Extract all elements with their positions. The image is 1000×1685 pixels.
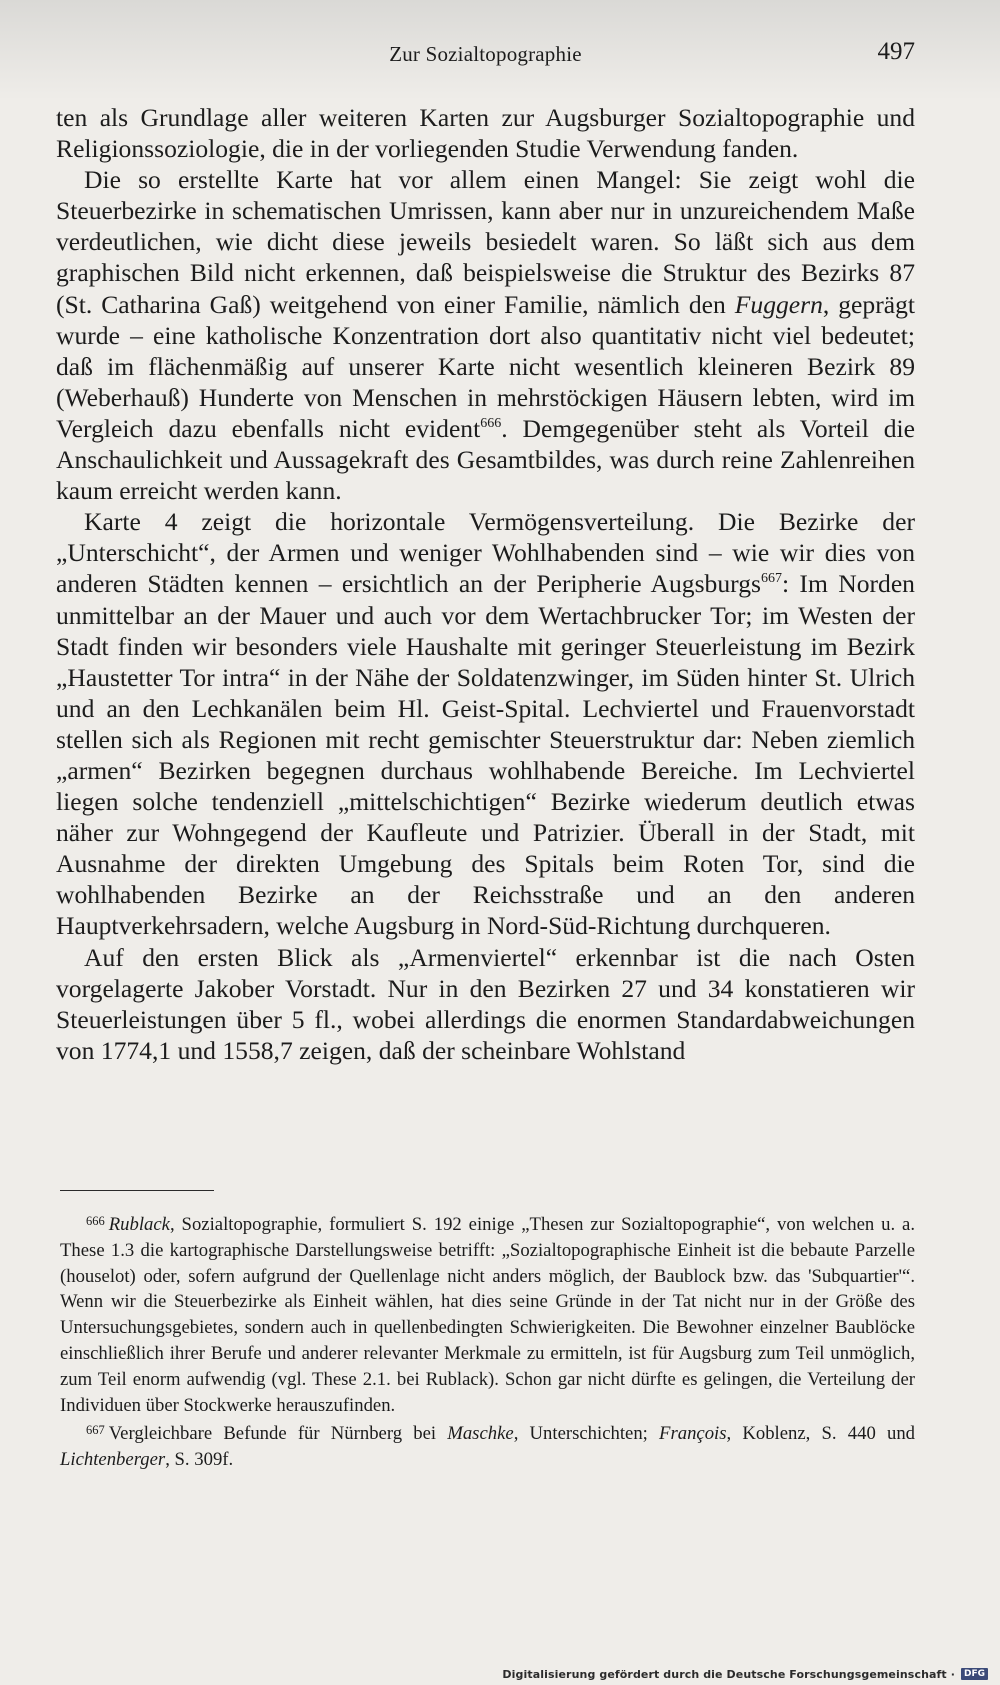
footnote-number: 667 — [86, 1423, 105, 1438]
page-header — [56, 38, 915, 72]
digitization-footer — [502, 1666, 988, 1682]
italic-name: Fuggern — [734, 289, 823, 319]
paragraph-4: Auf den ersten Blick als „Armenviertel“ erkennbar ist die nach Osten vorgelagerte Jakober Vorstadt. Nur in den Bezirken 27 und 34 konstatieren wir Steuerleistungen über 5 fl., wobei allerdings die enormen Standardabweichungen von 1774,1 und 1558,7 zeigen, daß der scheinbare Wohlstand — [56, 942, 915, 1065]
footnotes — [60, 1209, 915, 1473]
footnote-667: $^{667}$ Vergleichbare Befunde für Nürnberg bei Maschke, Unterschichten; François, Koblenz, S. 440 und Lichtenberger, S. 309f. — [60, 1423, 916, 1471]
dfg-logo-icon: DFG — [961, 1668, 988, 1680]
body-text — [56, 102, 915, 1066]
page-number: 497 — [877, 38, 915, 65]
dfg-notice: Digitalisierung gefördert durch die Deutsche Forschungsgemeinschaft · — [502, 1667, 955, 1681]
paragraph-1: ten als Grundlage aller weiteren Karten zur Augsburger Sozialtopographie und Religionssoziologie, die in der vorliegenden Studie Verwendung fanden. — [56, 103, 915, 164]
paragraph-2: Die so erstellte Karte hat vor allem einen Mangel: Sie zeigt wohl die Steuerbezirke in schematischen Umrissen, kann aber nur in unzureichendem Maße verdeutlichen, wie dicht diese jeweils besiedelt waren. So läßt sich aus dem graphischen Bild nicht erkennen, daß beispielsweise die Struktur des Bezirks 87 (St. Catharina Gaß) weitgehend von einer Familie, nämlich den Fuggern, geprägt wurde – eine katholische Konzentration dort also quantitativ nicht viel bedeutet; daß im flächenmäßig auf unserer Karte nicht wesentlich kleineren Bezirk 89 (Weberhauß) Hunderte von Menschen in mehrstöckigen Häusern lebten, wird im Vergleich dazu ebenfalls nicht evident$^{666}$. Demgegenüber steht als Vorteil die Anschaulichkeit und Aussagekraft des Gesamtbildes, was durch reine Zahlenreihen kaum erreicht werden kann. — [56, 165, 915, 506]
footnote-divider — [60, 1190, 214, 1191]
footnote-ref-667[interactable]: 667 — [760, 571, 782, 587]
running-title: Zur Sozialtopographie — [389, 42, 582, 66]
footnote-ref-666[interactable]: 666 — [480, 415, 502, 431]
footnote-666: $^{666}$ Rublack, Sozialtopographie, formuliert S. 192 einige „Thesen zur Sozialtopographie“, von welchen u. a. These 1.3 die kartographische Darstellungsweise betrifft: „Sozialtopographische Einheit ist die bebaute Parzelle (houselot) oder, sofern aufgrund der Quellenlage nicht anders möglich, der Baublock bzw. das 'Subquartier'“. Wenn wir die Steuerbezirke als Einheit wählen, hat dies seine Gründe in der Tat nicht nur in der Größe des Untersuchungsgebietes, sondern auch in quellenbedingten Schwierigkeiten. Die Bewohner einzelner Baublöcke einschließlich ihrer Berufe und anderer relevanter Merkmale zu ermitteln, ist für Augsburg zum Teil unmöglich, zum Teil enorm aufwendig (vgl. These 2.1. bei Rublack). Schon gar nicht dürfte es gelingen, die Verteilung der Individuen über Stockwerke herauszufinden. — [60, 1214, 915, 1416]
paragraph-3: Karte 4 zeigt die horizontale Vermögensverteilung. Die Bezirke der „Unterschicht“, der Armen und weniger Wohlhabenden sind – wie wir dies von anderen Städten kennen – ersichtlich an der Peripherie Augsburgs$^{667}$: Im Norden unmittelbar an der Mauer und auch vor dem Wertachbrucker Tor; im Westen der Stadt finden wir besonders viele Haushalte mit geringer Steuerleistung im Bezirk „Haustetter Tor intra“ in der Nähe der Soldatenzwinger, im Süden hinter St. Ulrich und an den Lechkanälen beim Hl. Geist-Spital. Lechviertel und Frauenvorstadt stellen sich als Regionen mit recht gemischter Steuerstruktur dar: Neben ziemlich „armen“ Bezirken begegnen durchaus wohlhabende Bereiche. Im Lechviertel liegen solche tendenziell „mittelschichtigen“ Bezirke wiederum deutlich etwas näher zur Wohngegend der Kaufleute und Patrizier. Überall in der Stadt, mit Ausnahme der direkten Umgebung des Spitals beim Roten Tor, sind die wohlhabenden Bezirke an der Reichsstraße und an den anderen Hauptverkehrsadern, welche Augsburg in Nord-Süd-Richtung durchqueren. — [56, 507, 915, 941]
footnote-number: 666 — [86, 1214, 105, 1228]
